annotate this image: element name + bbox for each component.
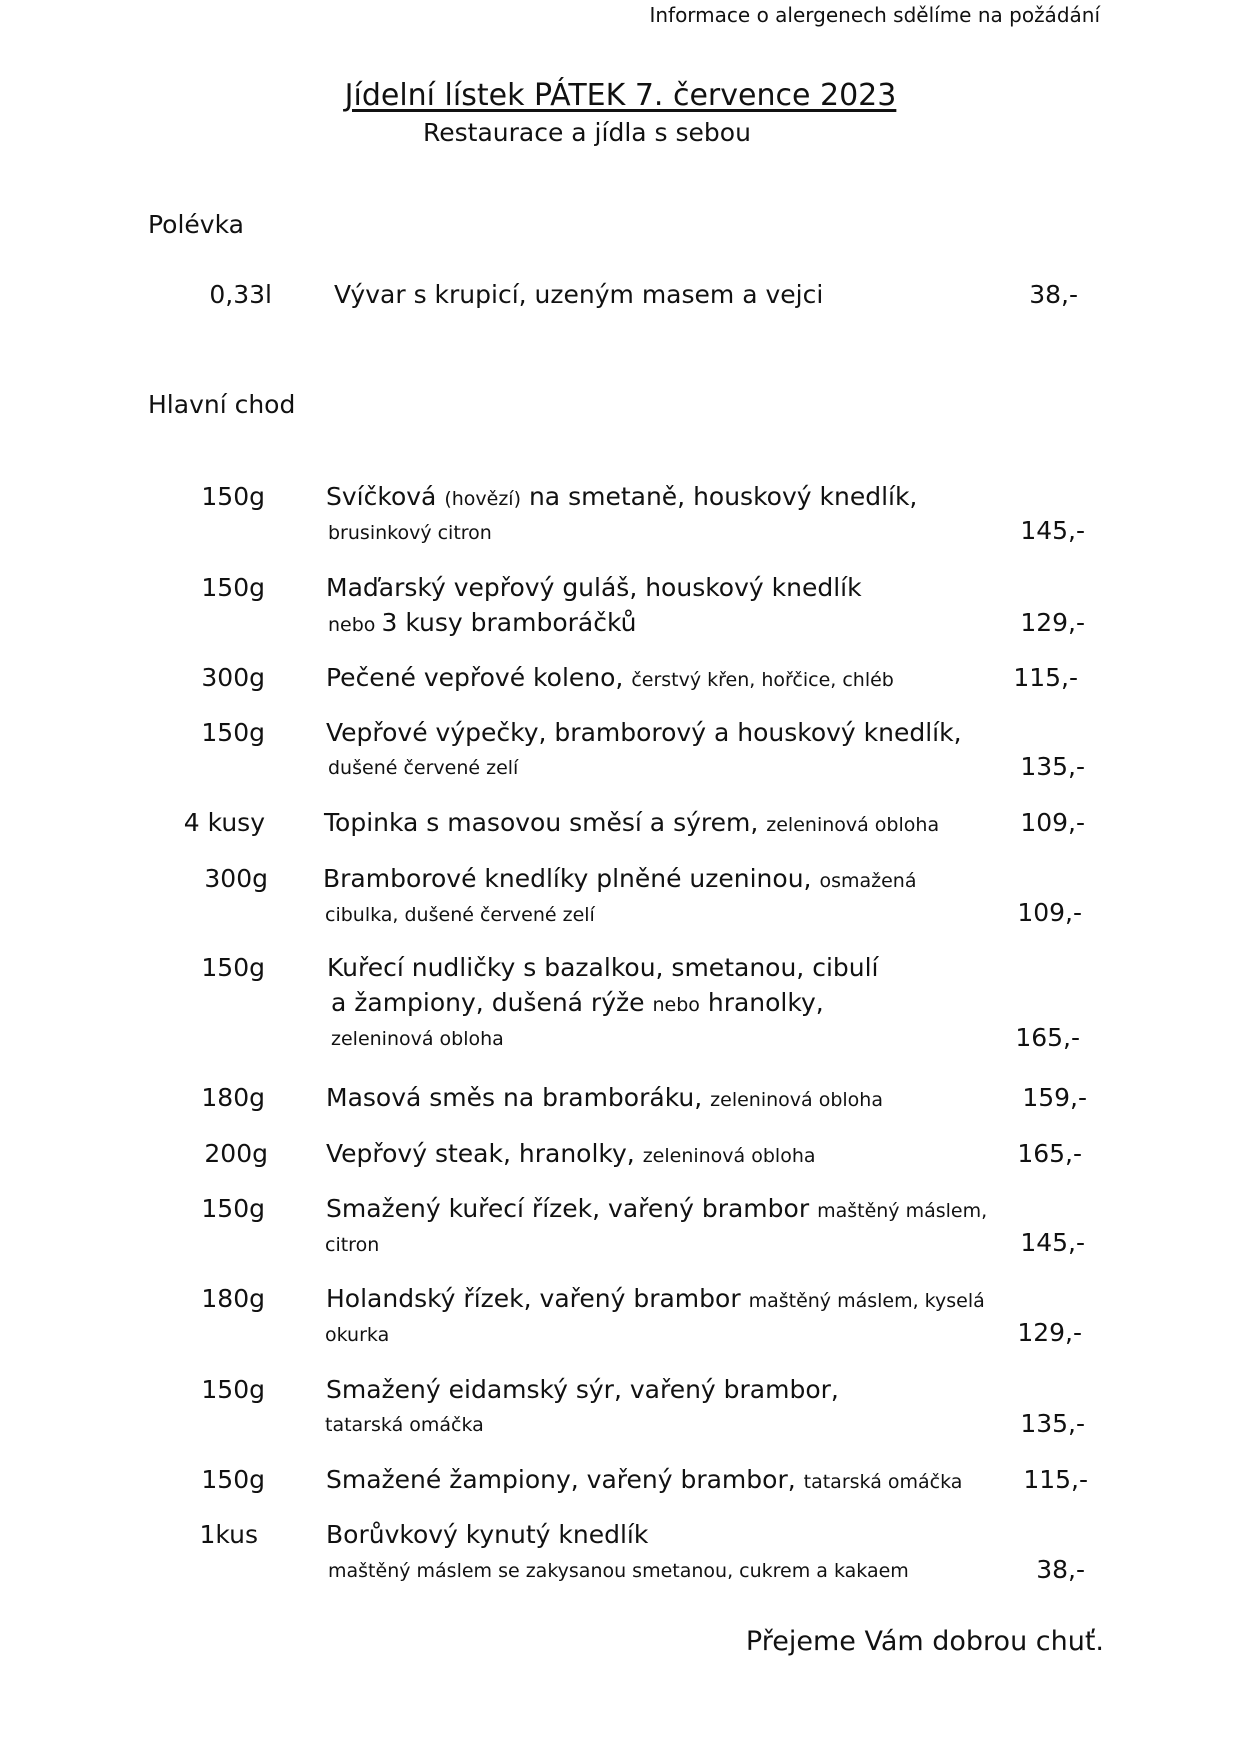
item-detail: okurka bbox=[325, 1324, 390, 1346]
item-name: Vepřový steak, hranolky, zeleninová obloha bbox=[326, 1139, 816, 1168]
item-price: 165,- bbox=[1015, 1023, 1080, 1052]
item-price: 135,- bbox=[1020, 752, 1085, 781]
item-name: Vepřové výpečky, bramborový a houskový knedlík, bbox=[326, 718, 962, 747]
page-subtitle: Restaurace a jídla s sebou bbox=[423, 118, 751, 147]
soup-name: Vývar s krupicí, uzeným masem a vejci bbox=[334, 280, 824, 309]
item-detail: citron bbox=[325, 1234, 380, 1256]
item-name: Smažené žampiony, vařený brambor, tatarská omáčka bbox=[326, 1465, 963, 1494]
item-detail: zeleninová obloha bbox=[331, 1028, 504, 1050]
section-heading-soup: Polévka bbox=[148, 210, 244, 239]
soup-qty: 0,33l bbox=[209, 280, 272, 309]
item-name: Pečené vepřové koleno, čerstvý křen, hořčice, chléb bbox=[326, 663, 894, 692]
item-name-cont: a žampiony, dušená rýže nebo hranolky, bbox=[331, 988, 824, 1017]
item-detail: tatarská omáčka bbox=[325, 1414, 484, 1436]
item-detail: dušené červené zelí bbox=[328, 757, 519, 779]
item-price: 165,- bbox=[1017, 1139, 1082, 1168]
item-price: 38,- bbox=[1036, 1555, 1085, 1584]
item-qty: 150g bbox=[201, 718, 265, 747]
item-name: Bramborové knedlíky plněné uzeninou, osmažená bbox=[323, 864, 917, 893]
item-price: 145,- bbox=[1020, 1228, 1085, 1257]
item-name: Borůvkový kynutý knedlík bbox=[326, 1520, 649, 1549]
closing-greeting: Přejeme Vám dobrou chuť. bbox=[745, 1626, 1104, 1657]
soup-price: 38,- bbox=[1029, 280, 1078, 309]
item-price: 159,- bbox=[1022, 1083, 1087, 1112]
item-price: 115,- bbox=[1013, 663, 1078, 692]
item-price: 129,- bbox=[1017, 1318, 1082, 1347]
page-title: Jídelní lístek PÁTEK 7. července 2023 bbox=[344, 78, 897, 113]
item-detail: maštěný máslem se zakysanou smetanou, cukrem a kakaem bbox=[328, 1560, 909, 1582]
item-qty: 150g bbox=[201, 953, 265, 982]
item-name: Smažený kuřecí řízek, vařený brambor maštěný máslem, bbox=[326, 1194, 988, 1223]
item-qty: 180g bbox=[201, 1083, 265, 1112]
item-name: Holandský řízek, vařený brambor maštěný máslem, kyselá bbox=[326, 1284, 985, 1313]
item-name: Svíčková (hovězí) na smetaně, houskový knedlík, bbox=[326, 482, 918, 511]
item-detail: brusinkový citron bbox=[328, 522, 492, 544]
item-qty: 150g bbox=[201, 1375, 265, 1404]
item-price: 135,- bbox=[1020, 1409, 1085, 1438]
item-qty: 200g bbox=[204, 1139, 268, 1168]
item-qty: 300g bbox=[204, 864, 268, 893]
item-price: 129,- bbox=[1020, 608, 1085, 637]
item-qty: 300g bbox=[201, 663, 265, 692]
item-qty: 150g bbox=[201, 1465, 265, 1494]
item-name: Kuřecí nudličky s bazalkou, smetanou, cibulí bbox=[327, 953, 879, 982]
item-qty: 150g bbox=[201, 573, 265, 602]
item-qty: 1kus bbox=[199, 1520, 258, 1549]
item-qty: 150g bbox=[201, 1194, 265, 1223]
item-name: Smažený eidamský sýr, vařený brambor, bbox=[326, 1375, 839, 1404]
item-qty: 4 kusy bbox=[183, 808, 265, 837]
allergen-note: Informace o alergenech sdělíme na požádání bbox=[649, 3, 1100, 27]
section-heading-main: Hlavní chod bbox=[148, 390, 296, 419]
item-qty: 150g bbox=[201, 482, 265, 511]
item-name: Masová směs na bramboráku, zeleninová obloha bbox=[326, 1083, 883, 1112]
item-detail: nebo 3 kusy bramboráčků bbox=[328, 608, 637, 637]
item-qty: 180g bbox=[201, 1284, 265, 1313]
item-detail: cibulka, dušené červené zelí bbox=[325, 904, 595, 926]
item-name: Maďarský vepřový guláš, houskový knedlík bbox=[326, 573, 862, 602]
item-name: Topinka s masovou směsí a sýrem, zeleninová obloha bbox=[324, 808, 940, 837]
item-price: 109,- bbox=[1017, 898, 1082, 927]
item-price: 115,- bbox=[1023, 1465, 1088, 1494]
item-price: 145,- bbox=[1020, 516, 1085, 545]
item-price: 109,- bbox=[1020, 808, 1085, 837]
